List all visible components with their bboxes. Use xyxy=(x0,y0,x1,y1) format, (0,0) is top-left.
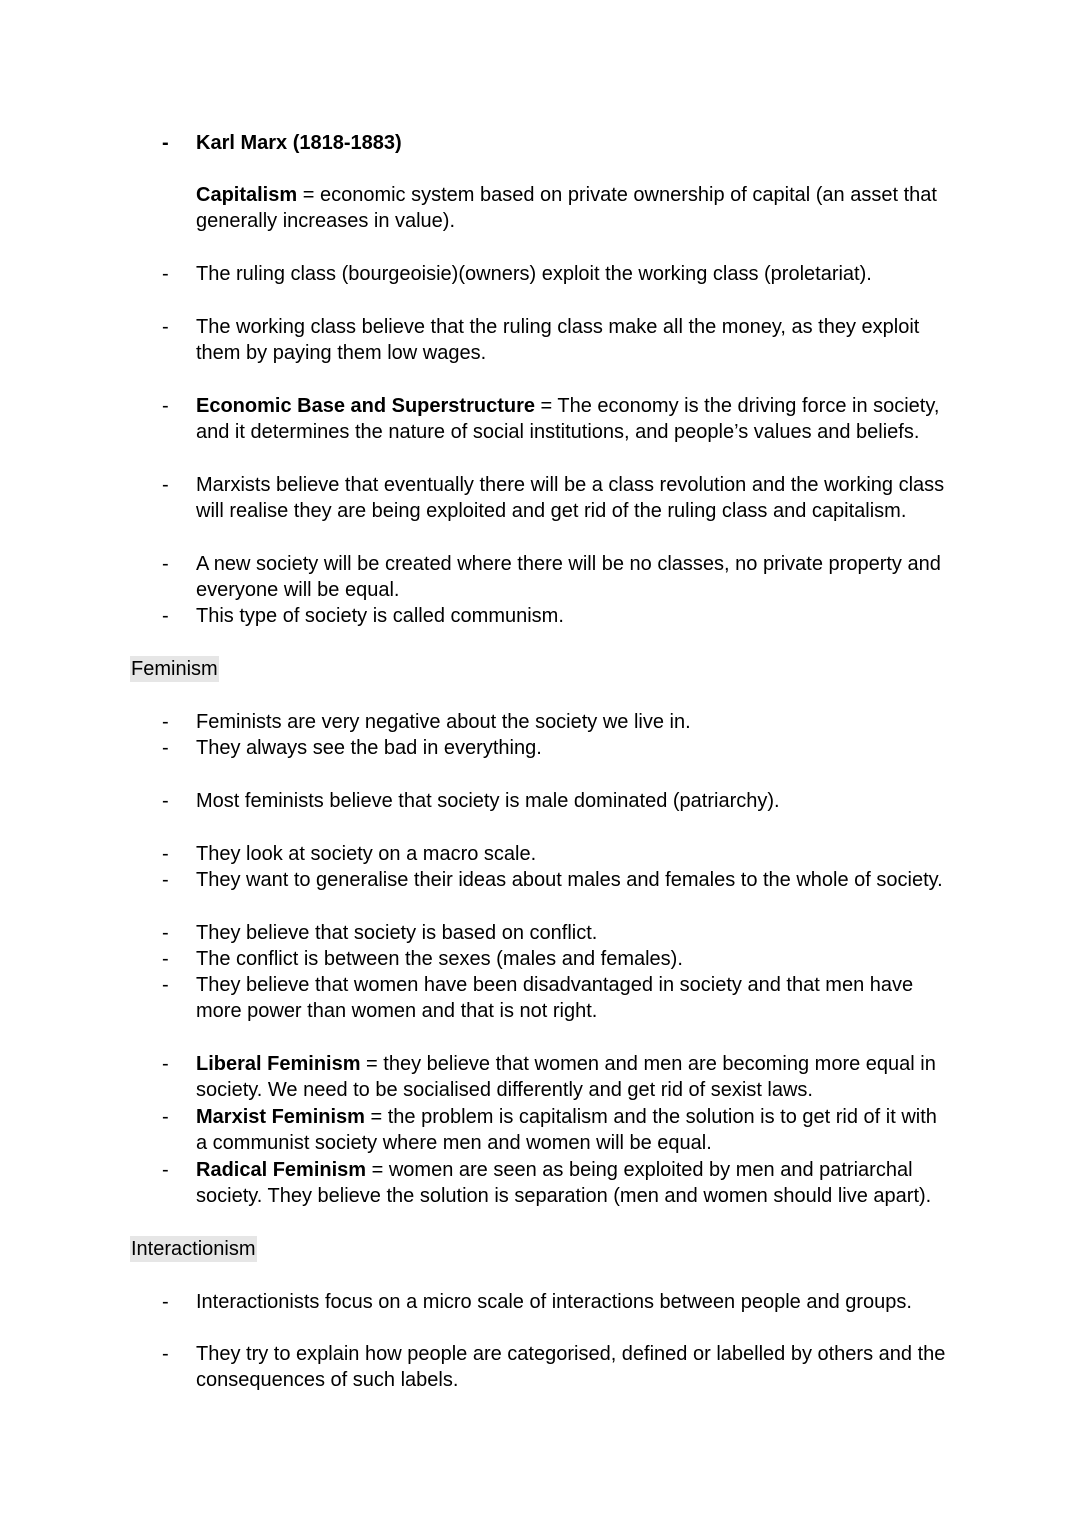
bullet-dash: - xyxy=(162,790,169,812)
list-item-text: consequences of such labels. xyxy=(196,1369,459,1391)
bullet-dash: - xyxy=(162,737,169,759)
list-item-text: The working class believe that the ruling class make all the money, as they exploit xyxy=(196,316,920,338)
list-item-text: The conflict is between the sexes (males and females). xyxy=(196,948,683,970)
list-item-text: They always see the bad in everything. xyxy=(196,737,542,759)
bullet-dash: - xyxy=(162,1343,169,1365)
capitalism-def-line-2: generally increases in value). xyxy=(196,210,456,232)
bullet-dash: - xyxy=(162,974,169,996)
capitalism-def-line-1: = economic system based on private ownership of capital (an asset that xyxy=(297,184,937,206)
list-item-text: society. We need to be socialised differently and get rid of sexist laws. xyxy=(196,1079,813,1101)
list-item-text: Interactionists focus on a micro scale of interactions between people and groups. xyxy=(196,1291,912,1313)
list-item-text: They believe that society is based on conflict. xyxy=(196,922,598,944)
bullet-dash: - xyxy=(162,263,169,285)
bullet-dash: - xyxy=(162,474,169,496)
list-item-text: They want to generalise their ideas about males and females to the whole of society. xyxy=(196,869,943,891)
section-heading-interactionism: Interactionism xyxy=(131,1238,256,1260)
bullet-dash: - xyxy=(162,869,169,891)
list-item-text: society. They believe the solution is separation (men and women should live apart). xyxy=(196,1185,932,1207)
economic-base-term: Economic Base and Superstructure xyxy=(196,395,535,417)
bullet-dash: - xyxy=(162,1053,169,1075)
bullet-dash: - xyxy=(162,948,169,970)
list-item-text: everyone will be equal. xyxy=(196,579,400,601)
bullet-dash: - xyxy=(162,1106,169,1128)
bullet-dash: - xyxy=(162,843,169,865)
bullet-dash: - xyxy=(162,316,169,338)
marx-title: Karl Marx (1818-1883) xyxy=(196,132,402,154)
marxist-feminism-term: Marxist Feminism xyxy=(196,1106,365,1128)
capitalism-term: Capitalism xyxy=(196,184,298,206)
list-item-text: This type of society is called communism. xyxy=(196,605,564,627)
bullet-dash: - xyxy=(162,711,169,733)
bullet-dash: - xyxy=(162,922,169,944)
list-item-text: and it determines the nature of social institutions, and people’s values and beliefs. xyxy=(196,421,920,443)
list-item-text: A new society will be created where there will be no classes, no private property and xyxy=(196,553,941,575)
bullet-dash: - xyxy=(162,553,169,575)
list-item-text: They try to explain how people are categorised, defined or labelled by others and the xyxy=(196,1343,946,1365)
radical-feminism-term: Radical Feminism xyxy=(196,1159,367,1181)
list-item-text: more power than women and that is not right. xyxy=(196,1000,598,1022)
liberal-feminism-term: Liberal Feminism xyxy=(196,1053,361,1075)
list-item-text: = they believe that women and men are becoming more equal in xyxy=(360,1053,936,1075)
list-item-text: = The economy is the driving force in society, xyxy=(534,395,940,417)
bullet-dash: - xyxy=(162,1159,169,1181)
bullet-dash: - xyxy=(162,1291,169,1313)
list-item-text: They look at society on a macro scale. xyxy=(196,843,537,865)
list-item-text: The ruling class (bourgeoisie)(owners) exploit the working class (proletariat). xyxy=(196,263,872,285)
list-item-text: = women are seen as being exploited by men and patriarchal xyxy=(366,1159,913,1181)
list-item-text: Most feminists believe that society is male dominated (patriarchy). xyxy=(196,790,780,812)
list-item-text: a communist society where men and women will be equal. xyxy=(196,1132,712,1154)
bullet-dash: - xyxy=(162,132,169,154)
list-item-text: them by paying them low wages. xyxy=(196,342,487,364)
bullet-dash: - xyxy=(162,605,169,627)
list-item-text: Feminists are very negative about the society we live in. xyxy=(196,711,691,733)
section-heading-feminism: Feminism xyxy=(131,658,218,680)
list-item-text: They believe that women have been disadvantaged in society and that men have xyxy=(196,974,914,996)
bullet-dash: - xyxy=(162,395,169,417)
list-item-text: = the problem is capitalism and the solution is to get rid of it with xyxy=(364,1106,937,1128)
list-item-text: will realise they are being exploited and get rid of the ruling class and capitalism. xyxy=(196,500,907,522)
list-item-text: Marxists believe that eventually there will be a class revolution and the working class xyxy=(196,474,945,496)
